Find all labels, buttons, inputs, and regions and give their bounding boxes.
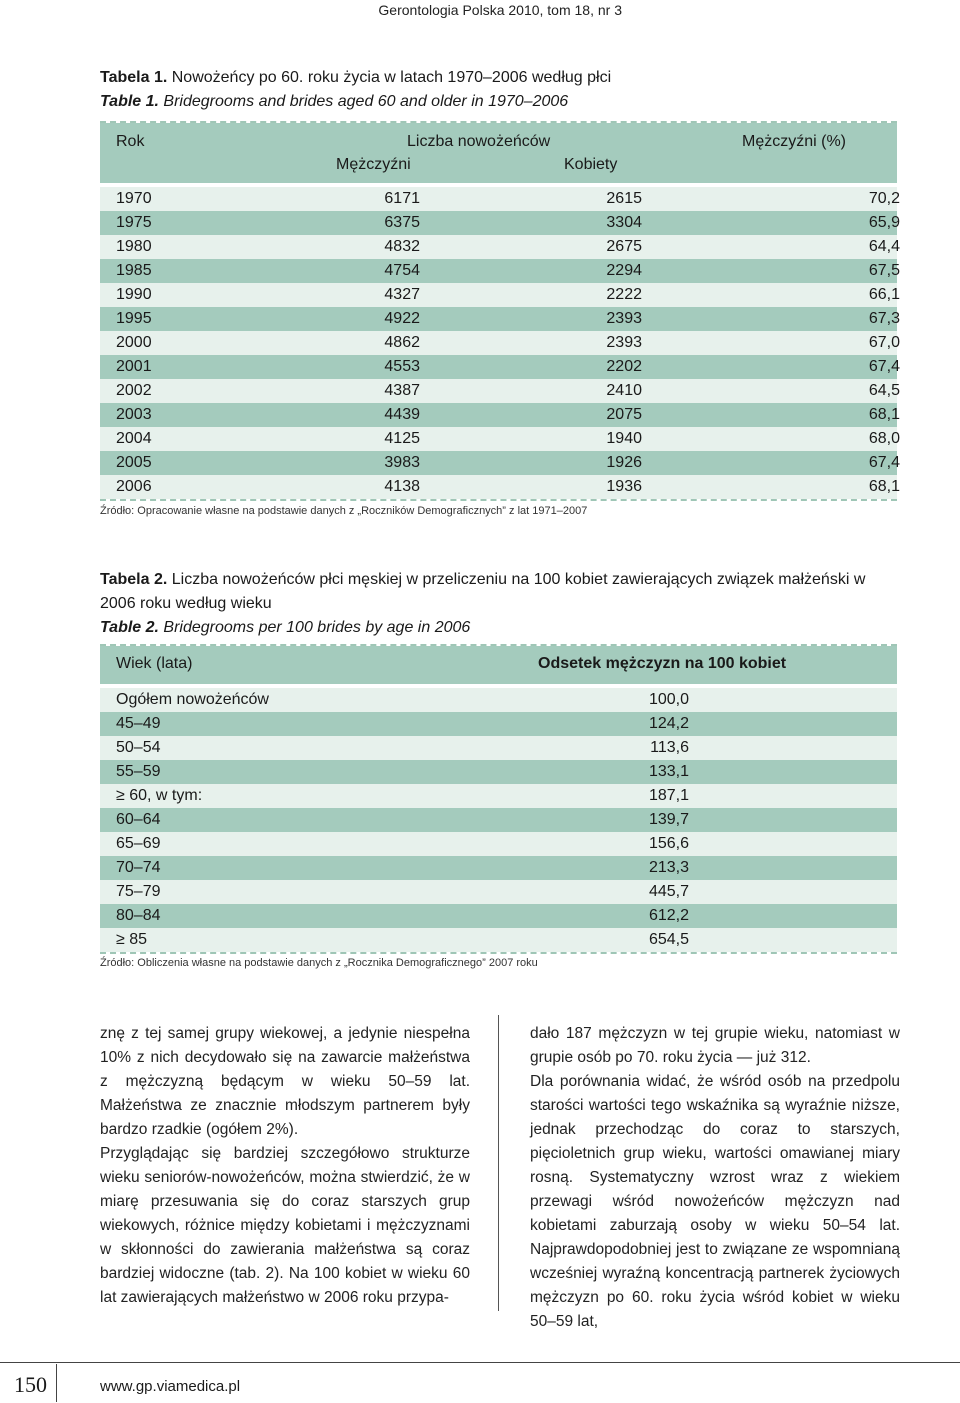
cell-year: 1995 [116,310,152,327]
cell-women: 2615 [606,190,642,207]
table-row [100,712,897,736]
table-row [100,283,900,307]
cell-men: 4138 [384,478,420,495]
cell-age: ≥ 60, w tym: [116,787,203,804]
cell-year: 1990 [116,286,152,303]
cell-year: 2005 [116,454,152,471]
header-kobiety: Kobiety [564,156,618,173]
table-row [100,451,900,475]
cell-men: 4439 [384,406,420,423]
running-head [0,0,960,22]
table-row [100,379,900,403]
cell-women: 1936 [606,478,642,495]
cell-pct: 67,4 [868,454,900,471]
table2-label-en: Table 2. [100,619,159,636]
table-row [100,928,897,952]
cell-year: 2003 [116,406,152,423]
cell-value: 187,1 [648,787,689,804]
table2-header [100,646,897,684]
header-liczba: Liczba nowożeńców [407,133,551,150]
cell-men: 4553 [384,358,420,375]
cell-value: 445,7 [648,883,689,900]
cell-age: 80–84 [116,907,161,924]
header-wiek: Wiek (lata) [116,655,193,672]
table2-caption-en [100,616,900,640]
table-row [100,856,897,880]
page-number-separator [56,1364,57,1402]
header-rok: Rok [116,133,145,150]
cell-year: 2000 [116,334,152,351]
table2-caption-pl [100,568,900,616]
table2-body [100,688,897,952]
cell-value: 133,1 [648,763,689,780]
table-row [100,760,897,784]
cell-men: 4922 [384,310,420,327]
cell-men: 3983 [384,454,420,471]
cell-value: 156,6 [648,835,689,852]
cell-pct: 66,1 [868,286,900,303]
footer-rule [0,1362,960,1363]
cell-pct: 67,4 [868,358,900,375]
cell-women: 1940 [606,430,642,447]
table1 [100,121,900,501]
site-url[interactable]: www.gp.viamedica.pl [100,1378,241,1395]
cell-year: 2006 [116,478,152,495]
cell-age: ≥ 85 [116,931,148,948]
cell-year: 1980 [116,238,152,255]
table-row [100,355,900,379]
journal-info: Gerontologia Polska 2010, tom 18, nr 3 [378,2,622,18]
cell-women: 2393 [606,310,642,327]
header-mezczyzni: Mężczyźni [336,156,411,173]
cell-men: 6171 [384,190,420,207]
cell-value: 612,2 [648,907,689,924]
cell-year: 1985 [116,262,152,279]
cell-value: 139,7 [648,811,689,828]
table-row [100,211,900,235]
cell-men: 4832 [384,238,420,255]
table-row [100,259,900,283]
cell-pct: 70,2 [868,190,900,207]
cell-women: 2675 [606,238,642,255]
table-row [100,784,897,808]
table-row [100,880,897,904]
cell-year: 1970 [116,190,152,207]
table-row [100,331,900,355]
cell-year: 1975 [116,214,152,231]
header-mezczyzni-pct: Mężczyźni (%) [742,133,847,150]
table-row [100,688,897,712]
column-divider [498,1015,499,1311]
cell-value: 124,2 [648,715,689,732]
cell-age: 65–69 [116,835,161,852]
cell-men: 6375 [384,214,420,231]
cell-age: 55–59 [116,763,161,780]
cell-age: 75–79 [116,883,161,900]
cell-age: 60–64 [116,811,161,828]
table-row [100,736,897,760]
cell-year: 2001 [116,358,152,375]
cell-pct: 67,0 [868,334,900,351]
table-row [100,235,900,259]
cell-age: 45–49 [116,715,161,732]
header-odsetek: Odsetek mężczyzn na 100 kobiet [538,655,787,672]
cell-pct: 67,3 [868,310,900,327]
table-row [100,403,900,427]
table1-label-en: Table 1. [100,93,159,110]
table1-source: Źródło: Opracowanie własne na podstawie danych z „Roczników Demograficznych” z lat 1971–2007 [100,505,588,517]
cell-pct: 68,1 [868,406,900,423]
cell-value: 654,5 [648,931,689,948]
table2-title-en: Bridegrooms per 100 brides by age in 2006 [158,619,471,636]
cell-women: 2410 [606,382,642,399]
cell-men: 4125 [384,430,420,447]
table2-label-pl: Tabela 2. [100,571,168,588]
table1-label-pl: Tabela 1. [100,69,168,86]
cell-value: 213,3 [648,859,689,876]
cell-women: 1926 [606,454,642,471]
cell-year: 2002 [116,382,152,399]
cell-pct: 68,0 [868,430,900,447]
cell-women: 2294 [606,262,642,279]
table-row [100,475,900,499]
cell-men: 4387 [384,382,420,399]
table2-source: Źródło: Obliczenia własne na podstawie danych z „Rocznika Demograficznego” 2007 roku [100,957,538,969]
cell-value: 100,0 [648,691,689,708]
body-left-column [100,1022,470,1310]
table1-title-en: Bridegrooms and brides aged 60 and older in 1970–2006 [158,93,569,110]
cell-women: 3304 [606,214,642,231]
table-row [100,187,900,211]
cell-women: 2222 [606,286,642,303]
cell-age: Ogółem nowożeńców [116,691,269,708]
table1-caption-pl [100,66,900,90]
cell-women: 2202 [606,358,642,375]
table1-header [100,123,897,183]
page-number: 150 [14,1372,47,1397]
cell-year: 2004 [116,430,152,447]
table-row [100,307,900,331]
cell-women: 2393 [606,334,642,351]
cell-pct: 68,1 [868,478,900,495]
left-paragraph-2: Przyglądając się bardziej szczegółowo strukturze wieku seniorów-nowożeńców, można stwierdzić, że w miarę przesuwania się do coraz starszych grup wiekowych, różnice między kobietami i mężczyznami w skłonności do zawierania małżeństwa są coraz bardziej widoczne (tab. 2). Na 100 kobiet w wieku 60 lat zawierających małżeństwo w 2006 roku przypa- [100,1145,470,1306]
cell-men: 4754 [384,262,420,279]
cell-pct: 67,5 [868,262,900,279]
right-paragraph-1: dało 187 mężczyzn w tej grupie wieku, natomiast w grupie osób po 70. roku życia — już 312. [530,1025,900,1066]
cell-age: 50–54 [116,739,161,756]
cell-pct: 64,4 [868,238,900,255]
right-paragraph-2: Dla porównania widać, że wśród osób na przedpolu starości wartości tego wskaźnika są wyraźnie niższe, jednak przechodząc do coraz to starszych, pięcioletnich grup wieku, wartości omawianej miary rosną. Systematyczny wzrost wraz z wiekiem przewagi wśród nowożeńców mężczyzn nad kobietami zaburzają osoby w wieku 50–54 lat. Najprawdopodobniej jest to związane ze wspomnianą wcześniej wyraźną koncentracją partnerek życiowych mężczyzn po 60. roku życia wśród kobiet w wieku 50–59 lat, [530,1073,900,1330]
cell-women: 2075 [606,406,642,423]
cell-pct: 65,9 [868,214,900,231]
cell-value: 113,6 [650,739,689,756]
table-row [100,808,897,832]
left-paragraph-1: znę z tej samej grupy wiekowej, a jedynie niespełna 10% z nich decydowało się na zawarcie małżeństwa z mężczyzną będącym w wieku 50–59 lat. Małżeństwa ze znacznie młodszym partnerem były bardzo rzadkie (ogółem 2%). [100,1025,470,1138]
cell-pct: 64,5 [868,382,900,399]
table1-body [100,187,900,499]
table-row [100,832,897,856]
table2-title-pl: Liczba nowożeńców płci męskiej w przeliczeniu na 100 kobiet zawierających związek małżeński w 2006 roku według wieku [100,571,866,612]
table1-title-pl: Nowożeńcy po 60. roku życia w latach 1970–2006 według płci [167,69,612,86]
table-row [100,904,897,928]
cell-age: 70–74 [116,859,161,876]
cell-men: 4862 [384,334,420,351]
table1-caption-en [100,90,900,114]
body-right-column [530,1022,900,1334]
table-row [100,427,900,451]
cell-men: 4327 [384,286,420,303]
table2 [100,644,897,954]
